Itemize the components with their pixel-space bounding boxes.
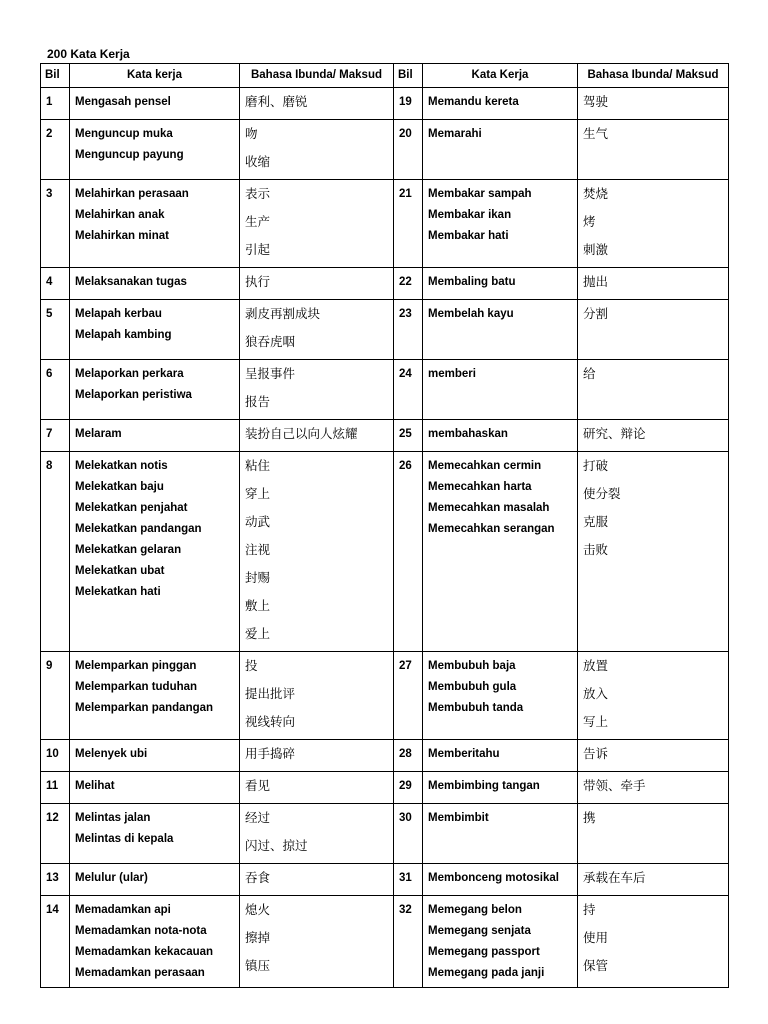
- verb-phrase: Melahirkan minat: [75, 230, 169, 242]
- bil-right-cell: 31: [394, 864, 423, 896]
- verb-phrase: Memegang pada janji: [428, 967, 545, 979]
- kata-kerja-right-cell: [423, 360, 578, 420]
- meaning-text: 吞食: [245, 870, 271, 885]
- verb-phrase: Membimbing tangan: [428, 780, 540, 792]
- verb-phrase: Memegang belon: [428, 904, 522, 916]
- bil-left-cell: 12: [41, 804, 70, 864]
- meaning-text: 烤: [583, 214, 596, 229]
- kata-kerja-left-cell: [70, 88, 240, 120]
- kata-kerja-right-cell: [423, 864, 578, 896]
- bil-left-cell: 4: [41, 268, 70, 300]
- header-maksud-left: Bahasa Ibunda/ Maksud: [240, 64, 394, 88]
- kata-kerja-right-cell: [423, 88, 578, 120]
- verb-phrase: Melahirkan anak: [75, 209, 165, 221]
- meaning-text: 打破: [583, 458, 609, 473]
- kata-kerja-left-cell: [70, 420, 240, 452]
- table-row: [41, 804, 729, 864]
- kata-kerja-left-cell: [70, 896, 240, 988]
- verb-phrase: Melihat: [75, 780, 115, 792]
- meaning-text: 刺激: [583, 242, 609, 257]
- bil-left-cell: 3: [41, 180, 70, 268]
- maksud-left-cell: [240, 772, 394, 804]
- verb-phrase: Melekatkan ubat: [75, 565, 165, 577]
- bil-left-cell: 7: [41, 420, 70, 452]
- bil-left-cell: 11: [41, 772, 70, 804]
- meaning-text: 穿上: [245, 486, 271, 501]
- meaning-text: 投: [245, 658, 258, 673]
- maksud-left-cell: [240, 740, 394, 772]
- meaning-text: 封赐: [245, 570, 271, 585]
- document-title: 200 Kata Kerja: [47, 47, 130, 61]
- meaning-text: 装扮自己以向人炫耀: [245, 426, 358, 441]
- kata-kerja-left-cell: [70, 120, 240, 180]
- meaning-text: 执行: [245, 274, 271, 289]
- bil-right-cell: 24: [394, 360, 423, 420]
- meaning-text: 告诉: [583, 746, 609, 761]
- verb-phrase: Membonceng motosikal: [428, 872, 559, 884]
- verb-table: [40, 63, 729, 988]
- bil-left-cell: 10: [41, 740, 70, 772]
- table-row: [41, 652, 729, 740]
- table-row: [41, 452, 729, 652]
- kata-kerja-right-cell: [423, 300, 578, 360]
- meaning-text: 表示: [245, 186, 271, 201]
- kata-kerja-right-cell: [423, 120, 578, 180]
- verb-phrase: Melapah kerbau: [75, 308, 162, 320]
- maksud-right-cell: [578, 772, 729, 804]
- kata-kerja-left-cell: [70, 804, 240, 864]
- verb-phrase: Melaksanakan tugas: [75, 276, 187, 288]
- maksud-left-cell: [240, 420, 394, 452]
- table-body: [41, 88, 729, 988]
- maksud-right-cell: [578, 740, 729, 772]
- bil-left-cell: 6: [41, 360, 70, 420]
- header-maksud-right: Bahasa Ibunda/ Maksud: [578, 64, 729, 88]
- maksud-left-cell: [240, 120, 394, 180]
- kata-kerja-right-cell: [423, 896, 578, 988]
- verb-phrase: memberi: [428, 368, 476, 380]
- kata-kerja-left-cell: [70, 268, 240, 300]
- meaning-text: 爱上: [245, 626, 271, 641]
- verb-phrase: Melulur (ular): [75, 872, 148, 884]
- verb-phrase: Melaram: [75, 428, 122, 440]
- bil-right-cell: 28: [394, 740, 423, 772]
- meaning-text: 抛出: [583, 274, 609, 289]
- verb-phrase: Memadamkan api: [75, 904, 171, 916]
- maksud-right-cell: [578, 420, 729, 452]
- verb-phrase: Melekatkan gelaran: [75, 544, 182, 556]
- verb-phrase: Membakar sampah: [428, 188, 532, 200]
- kata-kerja-right-cell: [423, 652, 578, 740]
- verb-phrase: Memberitahu: [428, 748, 500, 760]
- meaning-text: 研究、辩论: [583, 426, 646, 441]
- meaning-text: 吻: [245, 126, 258, 141]
- meaning-text: 视线转向: [245, 714, 296, 729]
- bil-right-cell: 22: [394, 268, 423, 300]
- maksud-left-cell: [240, 300, 394, 360]
- verb-phrase: Memadamkan kekacauan: [75, 946, 214, 958]
- bil-left-cell: 5: [41, 300, 70, 360]
- meaning-text: 报告: [245, 394, 271, 409]
- table-row: [41, 420, 729, 452]
- meaning-text: 携: [583, 810, 596, 825]
- meaning-text: 收缩: [245, 154, 271, 169]
- bil-right-cell: 29: [394, 772, 423, 804]
- meaning-text: 带领、牵手: [583, 778, 646, 793]
- verb-phrase: Melapah kambing: [75, 329, 172, 341]
- header-bil-left: Bil: [41, 64, 70, 88]
- bil-right-cell: 20: [394, 120, 423, 180]
- table-row: [41, 300, 729, 360]
- verb-phrase: Membelah kayu: [428, 308, 514, 320]
- verb-phrase: Melenyek ubi: [75, 748, 148, 760]
- bil-left-cell: 13: [41, 864, 70, 896]
- verb-phrase: Memecahkan cermin: [428, 460, 542, 472]
- meaning-text: 注视: [245, 542, 271, 557]
- verb-phrase: Memadamkan nota-nota: [75, 925, 207, 937]
- meaning-text: 熄火: [245, 902, 271, 917]
- meaning-text: 敷上: [245, 598, 271, 613]
- meaning-text: 闪过、掠过: [245, 838, 308, 853]
- meaning-text: 呈报事件: [245, 366, 296, 381]
- verb-phrase: Melemparkan pinggan: [75, 660, 197, 672]
- bil-right-cell: 21: [394, 180, 423, 268]
- meaning-text: 擦掉: [245, 930, 271, 945]
- maksud-right-cell: [578, 452, 729, 652]
- verb-phrase: Memandu kereta: [428, 96, 519, 108]
- verb-phrase: Melintas jalan: [75, 812, 151, 824]
- verb-phrase: Melekatkan penjahat: [75, 502, 188, 514]
- kata-kerja-right-cell: [423, 452, 578, 652]
- maksud-right-cell: [578, 360, 729, 420]
- kata-kerja-right-cell: [423, 268, 578, 300]
- maksud-left-cell: [240, 896, 394, 988]
- verb-phrase: Melekatkan baju: [75, 481, 164, 493]
- maksud-left-cell: [240, 88, 394, 120]
- table-row: [41, 740, 729, 772]
- verb-phrase: Melahirkan perasaan: [75, 188, 189, 200]
- maksud-right-cell: [578, 896, 729, 988]
- verb-phrase: Memecahkan masalah: [428, 502, 550, 514]
- verb-phrase: Memecahkan harta: [428, 481, 532, 493]
- verb-phrase: Membaling batu: [428, 276, 516, 288]
- maksud-right-cell: [578, 268, 729, 300]
- maksud-right-cell: [578, 88, 729, 120]
- table-row: [41, 88, 729, 120]
- meaning-text: 击败: [583, 542, 609, 557]
- verb-phrase: Menguncup payung: [75, 149, 184, 161]
- verb-phrase: Membimbit: [428, 812, 489, 824]
- meaning-text: 粘住: [245, 458, 271, 473]
- bil-left-cell: 14: [41, 896, 70, 988]
- maksud-left-cell: [240, 864, 394, 896]
- kata-kerja-left-cell: [70, 180, 240, 268]
- maksud-left-cell: [240, 804, 394, 864]
- maksud-left-cell: [240, 268, 394, 300]
- verb-phrase: Melekatkan hati: [75, 586, 161, 598]
- verb-phrase: Membubuh baja: [428, 660, 516, 672]
- maksud-left-cell: [240, 652, 394, 740]
- maksud-right-cell: [578, 120, 729, 180]
- maksud-right-cell: [578, 300, 729, 360]
- meaning-text: 生产: [245, 214, 271, 229]
- kata-kerja-left-cell: [70, 772, 240, 804]
- meaning-text: 磨利、磨锐: [245, 94, 308, 109]
- meaning-text: 动武: [245, 514, 271, 529]
- header-bil-right: Bil: [394, 64, 423, 88]
- meaning-text: 狼吞虎咽: [245, 334, 296, 349]
- meaning-text: 提出批评: [245, 686, 296, 701]
- maksud-right-cell: [578, 864, 729, 896]
- kata-kerja-left-cell: [70, 864, 240, 896]
- maksud-right-cell: [578, 180, 729, 268]
- verb-phrase: Mengasah pensel: [75, 96, 171, 108]
- verb-phrase: Melaporkan peristiwa: [75, 389, 192, 401]
- maksud-right-cell: [578, 652, 729, 740]
- kata-kerja-left-cell: [70, 740, 240, 772]
- meaning-text: 使分裂: [583, 486, 621, 501]
- verb-phrase: Membakar ikan: [428, 209, 512, 221]
- bil-right-cell: 30: [394, 804, 423, 864]
- meaning-text: 放入: [583, 686, 609, 701]
- verb-phrase: membahaskan: [428, 428, 508, 440]
- kata-kerja-left-cell: [70, 452, 240, 652]
- verb-phrase: Melekatkan notis: [75, 460, 168, 472]
- meaning-text: 剥皮再割成块: [245, 306, 321, 321]
- table-row: [41, 360, 729, 420]
- maksud-right-cell: [578, 804, 729, 864]
- verb-phrase: Melintas di kepala: [75, 833, 174, 845]
- meaning-text: 分割: [583, 306, 609, 321]
- bil-right-cell: 25: [394, 420, 423, 452]
- bil-right-cell: 19: [394, 88, 423, 120]
- bil-left-cell: 8: [41, 452, 70, 652]
- table-row: [41, 180, 729, 268]
- verb-phrase: Melemparkan tuduhan: [75, 681, 198, 693]
- meaning-text: 给: [583, 366, 596, 381]
- kata-kerja-left-cell: [70, 652, 240, 740]
- kata-kerja-right-cell: [423, 772, 578, 804]
- header-kata-kerja-left: Kata kerja: [70, 64, 240, 88]
- meaning-text: 承载在车后: [583, 870, 646, 885]
- bil-left-cell: 1: [41, 88, 70, 120]
- meaning-text: 焚烧: [583, 186, 609, 201]
- kata-kerja-left-cell: [70, 300, 240, 360]
- table-row: [41, 268, 729, 300]
- bil-left-cell: 2: [41, 120, 70, 180]
- meaning-text: 写上: [583, 714, 609, 729]
- table-row: [41, 864, 729, 896]
- kata-kerja-right-cell: [423, 804, 578, 864]
- table-row: [41, 896, 729, 988]
- verb-phrase: Memarahi: [428, 128, 482, 140]
- table-header-row: [41, 64, 729, 88]
- kata-kerja-right-cell: [423, 420, 578, 452]
- verb-phrase: Memegang passport: [428, 946, 540, 958]
- kata-kerja-right-cell: [423, 740, 578, 772]
- table-row: [41, 772, 729, 804]
- meaning-text: 放置: [583, 658, 609, 673]
- meaning-text: 驾驶: [583, 94, 609, 109]
- bil-right-cell: 23: [394, 300, 423, 360]
- verb-phrase: Memecahkan serangan: [428, 523, 555, 535]
- bil-right-cell: 32: [394, 896, 423, 988]
- verb-phrase: Melaporkan perkara: [75, 368, 184, 380]
- meaning-text: 引起: [245, 242, 271, 257]
- meaning-text: 持: [583, 902, 596, 917]
- bil-right-cell: 26: [394, 452, 423, 652]
- maksud-left-cell: [240, 452, 394, 652]
- bil-left-cell: 9: [41, 652, 70, 740]
- meaning-text: 镇压: [245, 958, 271, 973]
- maksud-left-cell: [240, 180, 394, 268]
- verb-phrase: Melekatkan pandangan: [75, 523, 202, 535]
- header-kata-kerja-right: Kata Kerja: [423, 64, 578, 88]
- verb-phrase: Memadamkan perasaan: [75, 967, 205, 979]
- verb-phrase: Memegang senjata: [428, 925, 531, 937]
- verb-phrase: Menguncup muka: [75, 128, 173, 140]
- meaning-text: 克服: [583, 514, 609, 529]
- meaning-text: 看见: [245, 778, 271, 793]
- verb-phrase: Membubuh tanda: [428, 702, 524, 714]
- verb-phrase: Membakar hati: [428, 230, 509, 242]
- kata-kerja-left-cell: [70, 360, 240, 420]
- meaning-text: 使用: [583, 930, 609, 945]
- meaning-text: 保管: [583, 958, 609, 973]
- kata-kerja-right-cell: [423, 180, 578, 268]
- meaning-text: 用手捣碎: [245, 746, 296, 761]
- table-row: [41, 120, 729, 180]
- bil-right-cell: 27: [394, 652, 423, 740]
- verb-phrase: Membubuh gula: [428, 681, 517, 693]
- meaning-text: 经过: [245, 810, 271, 825]
- verb-phrase: Melemparkan pandangan: [75, 702, 214, 714]
- meaning-text: 生气: [583, 126, 609, 141]
- maksud-left-cell: [240, 360, 394, 420]
